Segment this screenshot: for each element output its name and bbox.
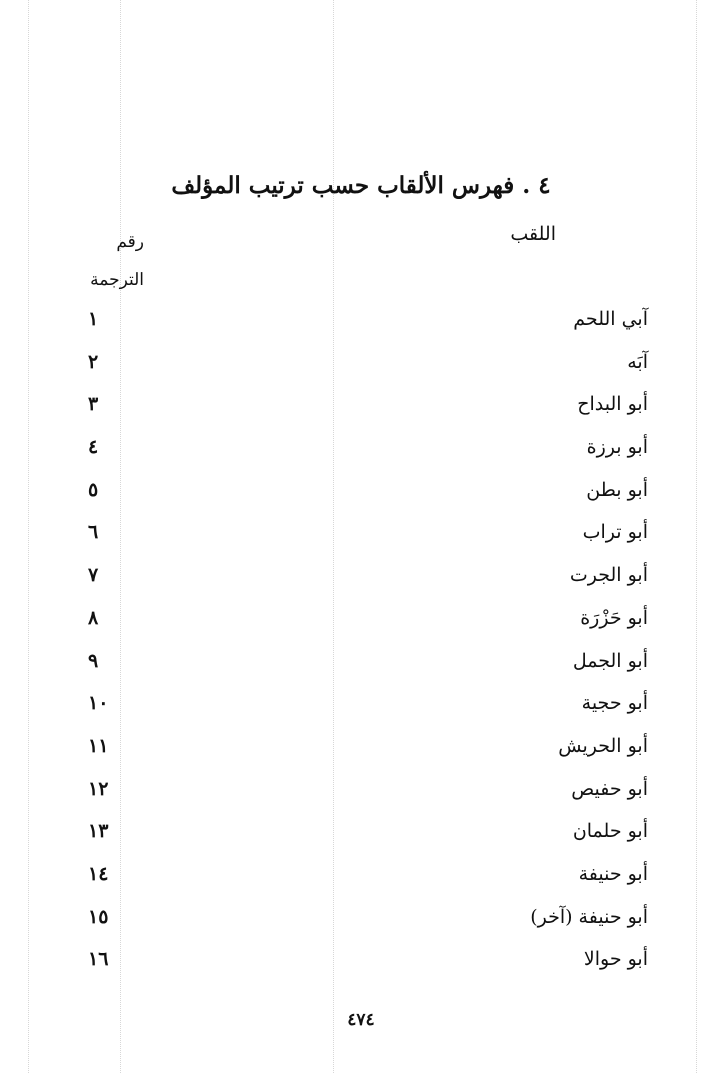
list-item [0,690,722,733]
entry-number: ٤ [88,436,99,459]
list-item [0,946,722,989]
entry-title: أبو حنيفة [578,862,648,885]
list-item [0,776,722,819]
entry-title: أبو بطن [586,478,648,501]
entry-number: ٥ [88,478,99,501]
column-header-number-line1: رقم [116,232,144,252]
list-item [0,733,722,776]
list-item [0,391,722,434]
column-header-title: اللقب [510,223,556,245]
entry-title: أبو تراب [582,521,648,544]
entry-title: أبو حوالا [583,948,648,971]
list-item [0,605,722,648]
entry-number: ١٤ [88,862,109,885]
list-item [0,562,722,605]
column-header-number [84,223,144,299]
entry-number: ١٣ [88,820,109,843]
entry-number: ٣ [88,393,99,416]
list-item [0,818,722,861]
entry-number: ٦ [88,521,99,544]
list-item [0,904,722,947]
entry-title: أبو الجرت [569,564,648,587]
list-item [0,648,722,691]
index-heading: ٤ . فهرس الألقاب حسب ترتيب المؤلف [171,172,551,199]
entry-number: ٧ [88,564,99,587]
entry-title: أبو البداح [577,393,648,416]
entry-number: ٢ [88,350,99,373]
index-entries-list [0,306,722,989]
entry-title: أبو حنيفة (آخر) [530,905,648,928]
list-item [0,861,722,904]
entry-number: ١٢ [88,777,109,800]
list-item [0,349,722,392]
list-item [0,306,722,349]
entry-number: ١ [88,308,99,330]
entry-title: أبو حجية [581,692,648,715]
column-header-number-line2: الترجمة [90,270,144,290]
entry-number: ٩ [88,649,99,672]
list-item [0,519,722,562]
list-item [0,434,722,477]
entry-title: أبو برزة [586,436,648,459]
entry-number: ١٠ [88,692,109,715]
entry-number: ١٥ [88,905,109,928]
entry-number: ١١ [88,734,109,757]
entry-title: أبو حَزْرَة [580,606,648,629]
list-item [0,477,722,520]
entry-title: آبي اللحم [573,308,648,330]
page-number: ٤٧٤ [347,1010,375,1030]
entry-title: أبو الجمل [572,649,648,672]
entry-title: أبو حلمان [572,820,648,843]
entry-title: آبَه [627,350,648,373]
entry-number: ٨ [88,606,99,629]
entry-title: أبو الحريش [558,734,648,757]
entry-title: أبو حفيص [571,777,648,800]
entry-number: ١٦ [88,948,109,971]
